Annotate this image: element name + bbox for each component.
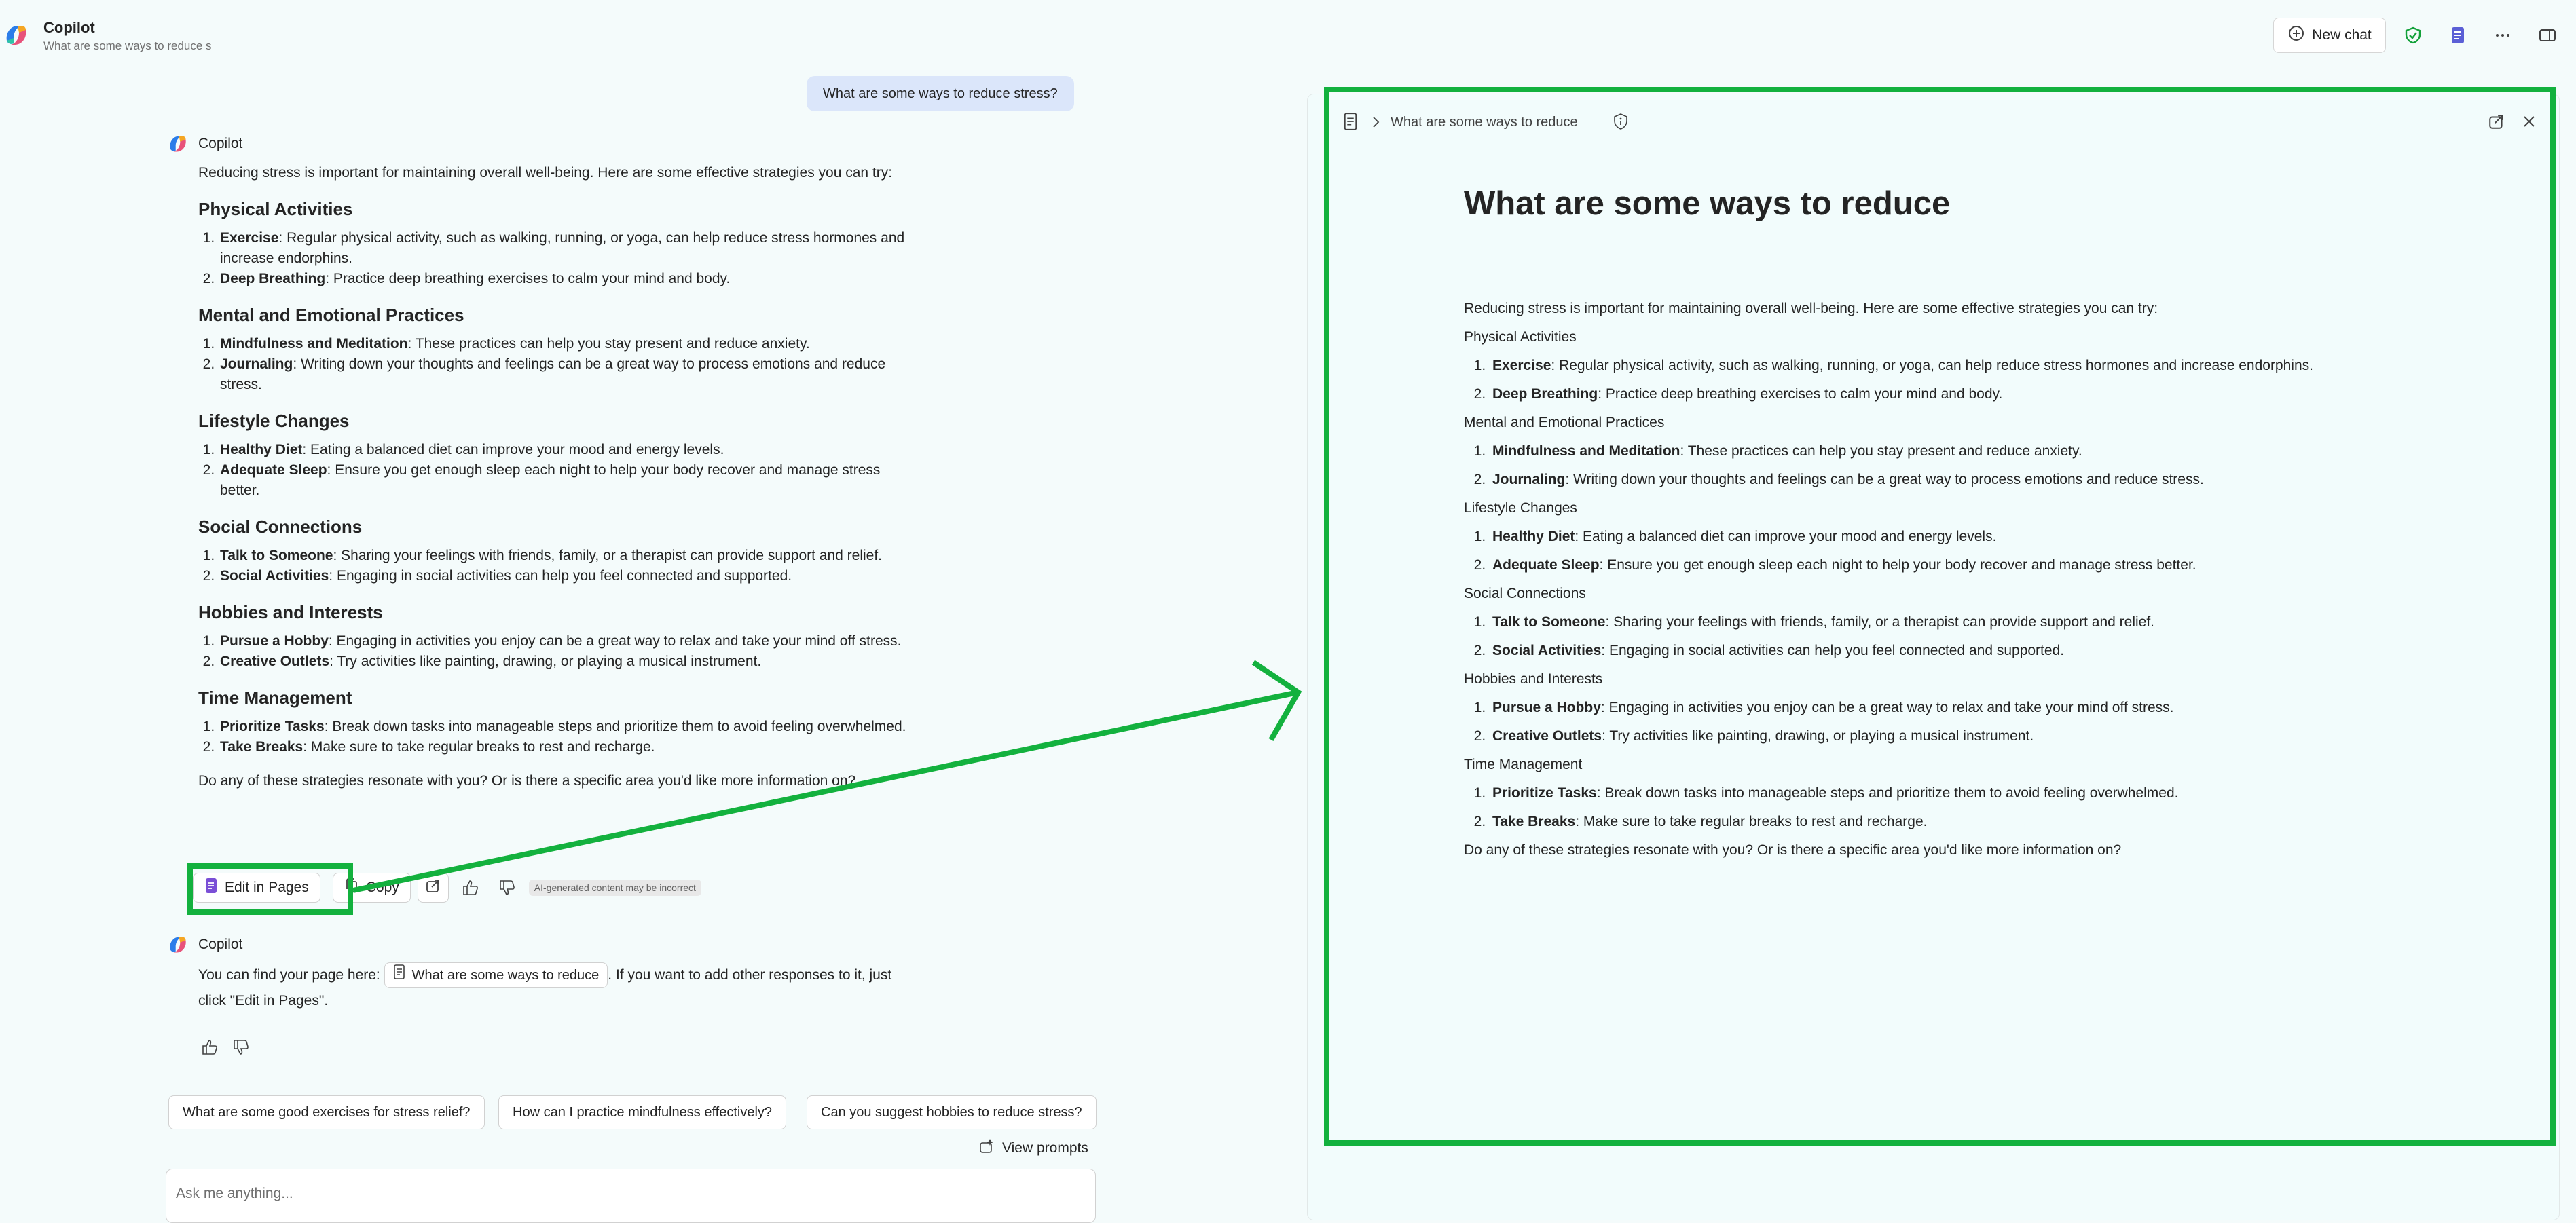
list-item: 1. Talk to Someone: Sharing your feelings with friends, family, or a therapist can provide support and relief. [219,546,918,566]
list-item: 1. Pursue a Hobby: Engaging in activities you enjoy can be a great way to relax and take your mind off stress. [219,631,918,652]
response-intro: Reducing stress is important for maintaining overall well-being. Here are some effective strategies you can try: [198,165,893,181]
chat-input[interactable]: Ask me anything... [166,1169,1096,1223]
page-doc-icon [393,962,405,988]
list-item: 2. Take Breaks: Make sure to take regular breaks to rest and recharge. [219,737,918,757]
list-item: 2. Adequate Sleep: Ensure you get enough sleep each night to help your body recover and manage stress better. [219,460,918,501]
thumbs-up-icon[interactable] [456,873,485,903]
new-chat-icon [2287,24,2305,46]
doc-list-item: 1. Mindfulness and Meditation: These practices can help you stay present and reduce anxiety. [1490,437,2482,466]
doc-list-item: 2. Adequate Sleep: Ensure you get enough sleep each night to help your body recover and manage stress better. [1490,551,2482,580]
doc-list-item: 1. Prioritize Tasks: Break down tasks into manageable steps and prioritize them to avoid feeling overwhelmed. [1490,779,2482,808]
share-icon [425,878,441,898]
list-item: 1. Exercise: Regular physical activity, such as walking, running, or yoga, can help reduce stress hormones and increase endorphins. [219,228,918,269]
doc-list-item: 1. Healthy Diet: Eating a balanced diet can improve your mood and energy levels. [1490,523,2482,551]
doc-list-item: 2. Creative Outlets: Try activities like painting, drawing, or playing a musical instrument. [1490,722,2482,751]
suggestion-chip[interactable]: How can I practice mindfulness effectively? [498,1095,786,1129]
doc-section-heading: Physical Activities [1464,329,1577,345]
user-message: What are some ways to reduce stress? [807,76,1074,111]
section-heading: Social Connections [198,516,363,537]
new-chat-label: New chat [2312,27,2372,43]
doc-section-heading: Mental and Emotional Practices [1464,415,1665,430]
app-subtitle: What are some ways to reduce s [43,39,212,52]
response-closing: Do any of these strategies resonate with you? Or is there a specific area you'd like more information on? [198,773,856,789]
section-list [198,631,918,672]
doc-list-item: 2. Journaling: Writing down your thoughts and feelings can be a great way to process emotions and reduce stress. [1490,466,2482,494]
section-list [198,228,918,289]
list-item: 1. Healthy Diet: Eating a balanced diet can improve your mood and energy levels. [219,440,918,460]
view-prompts-label: View prompts [1002,1140,1088,1156]
shield-check-icon[interactable] [2398,20,2428,50]
suggestion-chip[interactable]: Can you suggest hobbies to reduce stress? [807,1095,1097,1129]
section-heading: Physical Activities [198,199,353,219]
followup-prefix: You can find your page here: [198,967,380,983]
more-icon[interactable] [2488,20,2518,50]
doc-list-item: 1. Pursue a Hobby: Engaging in activities you enjoy can be a great way to relax and take your mind off stress. [1490,694,2482,722]
page-link-label: What are some ways to reduce [411,968,600,983]
bot-name: Copilot [198,937,243,952]
list-item: 2. Journaling: Writing down your thoughts and feelings can be a great way to process emotions and reduce stress. [219,354,918,395]
bot-name: Copilot [198,136,243,151]
ai-disclaimer-badge: AI-generated content may be incorrect [529,880,701,896]
thumbs-down-icon[interactable] [492,873,522,903]
suggestion-chip[interactable]: What are some good exercises for stress relief? [168,1095,485,1129]
list-item: 2. Creative Outlets: Try activities like painting, drawing, or playing a musical instrument. [219,652,918,672]
doc-list-item: 2. Deep Breathing: Practice deep breathing exercises to calm your mind and body. [1490,380,2482,409]
highlight-edit-in-pages [187,863,353,915]
doc-intro: Reducing stress is important for maintaining overall well-being. Here are some effective strategies you can try: [1464,301,2158,316]
copy-label: Copy [365,880,399,895]
thumbs-down-icon[interactable] [232,1038,250,1059]
section-list [198,717,918,757]
copilot-avatar-icon [166,132,190,156]
doc-section-heading: Hobbies and Interests [1464,671,1603,687]
section-heading: Mental and Emotional Practices [198,305,464,325]
copilot-avatar-icon [166,933,190,957]
section-heading: Time Management [198,688,352,708]
sparkle-prompt-icon [978,1137,995,1159]
section-list [198,546,918,586]
doc-section-heading: Time Management [1464,757,1583,772]
followup-feedback [201,1038,250,1059]
doc-section-heading: Lifestyle Changes [1464,500,1577,516]
panel-breadcrumb-title[interactable]: What are some ways to reduce [1391,115,1578,130]
sidebar-icon[interactable] [2533,20,2562,50]
list-item: 1. Prioritize Tasks: Break down tasks into manageable steps and prioritize them to avoid feeling overwhelmed. [219,717,918,737]
followup-suffix: . If you want to add other responses to it, just click "Edit in Pages". [198,967,892,1009]
followup-message [198,962,918,1014]
doc-list-item: 1. Talk to Someone: Sharing your feelings with friends, family, or a therapist can provide support and relief. [1490,608,2482,637]
page-link-chip[interactable] [384,962,608,988]
thumbs-up-icon[interactable] [201,1038,219,1059]
doc-title[interactable]: What are some ways to reduce [1464,185,1951,222]
list-item: 2. Deep Breathing: Practice deep breathing exercises to calm your mind and body. [219,269,918,289]
new-chat-button[interactable] [2273,18,2386,53]
edit-in-pages-label: Edit in Pages [225,880,309,895]
copilot-logo-icon [1,20,31,50]
view-prompts-button[interactable] [978,1137,1088,1159]
response-body [198,163,918,791]
pages-icon[interactable] [2443,20,2473,50]
doc-closing: Do any of these strategies resonate with you? Or is there a specific area you'd like more information on? [1464,842,2122,858]
section-list [198,334,918,395]
highlight-pages-panel [1324,87,2556,1146]
section-heading: Lifestyle Changes [198,411,350,431]
section-heading: Hobbies and Interests [198,602,383,622]
share-button[interactable] [418,873,449,903]
doc-list-item: 2. Social Activities: Engaging in social activities can help you feel connected and supported. [1490,637,2482,665]
doc-section-heading: Social Connections [1464,586,1586,601]
app-title: Copilot [43,19,95,36]
doc-list-item: 1. Exercise: Regular physical activity, such as walking, running, or yoga, can help reduce stress hormones and increase endorphins. [1490,352,2482,380]
list-item: 1. Mindfulness and Meditation: These practices can help you stay present and reduce anxiety. [219,334,918,354]
doc-list-item: 2. Take Breaks: Make sure to take regular breaks to rest and recharge. [1490,808,2482,836]
section-list [198,440,918,501]
list-item: 2. Social Activities: Engaging in social activities can help you feel connected and supported. [219,566,918,586]
